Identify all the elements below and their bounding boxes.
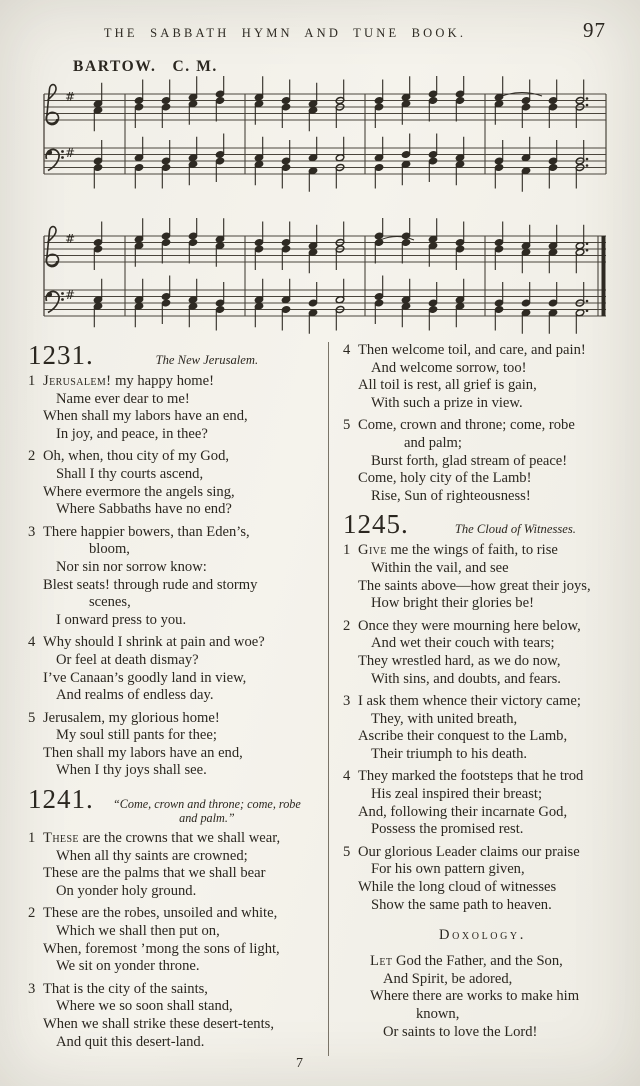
- verse-line: In joy, and peace, in thee?: [56, 425, 208, 442]
- verse-line: Where Sabbaths have no end?: [56, 501, 232, 518]
- verse-line: Burst forth, glad stream of peace!: [371, 452, 568, 469]
- verse-line: Nor sin nor sorrow know:: [56, 558, 207, 575]
- verse-line: They marked the footsteps that he trod: [358, 768, 584, 785]
- page-number: 97: [583, 18, 606, 42]
- verse-line: They, with united breath,: [371, 710, 518, 727]
- signature-mark: 7: [296, 1056, 303, 1071]
- verse-line: Within the vail, and see: [371, 559, 509, 576]
- hymn-title: The New Jerusalem.: [155, 353, 259, 367]
- verse-line: Or saints to love the Lord!: [383, 1023, 538, 1040]
- verse-line: [358, 542, 622, 560]
- verse-line: When we shall strike these desert-tents,: [43, 1016, 274, 1032]
- verse-line: Name ever dear to me!: [56, 390, 190, 407]
- hymn-number: 1241.: [28, 784, 94, 815]
- verse-line: All toil is rest, all grief is gain,: [358, 377, 537, 394]
- verse-line: When I thy joys shall see.: [56, 762, 207, 779]
- verse-line: bloom,: [89, 541, 130, 558]
- verse-line: Where evermore the angels sing,: [43, 483, 235, 500]
- verse-line: When shall my labors have an end,: [43, 408, 248, 425]
- verse-number: 5: [343, 417, 351, 434]
- verse-line: There happier bowers, than Eden’s,: [43, 523, 250, 540]
- verse-number: 2: [28, 448, 36, 465]
- verse-line: On yonder holy ground.: [56, 882, 197, 899]
- verse: [28, 448, 320, 518]
- verse-line: And realms of endless day.: [56, 687, 214, 704]
- verse-line: His zeal inspired their breast;: [371, 786, 543, 803]
- verse: [343, 342, 622, 412]
- verse-number: 4: [343, 768, 351, 785]
- verse-line: Jerusalem, my glorious home!: [43, 709, 220, 726]
- verse: [28, 634, 320, 704]
- verse-line: Our glorious Leader claims our praise: [358, 843, 580, 860]
- verse-line: These are the robes, unsoiled and white,: [43, 905, 278, 922]
- verse-line: With such a prize in view.: [371, 394, 523, 411]
- verse-line: I ask them whence their victory came;: [358, 693, 581, 710]
- verse-line: Why should I shrink at pain and woe?: [43, 634, 265, 651]
- verse-line: Then welcome toil, and care, and pain!: [358, 342, 586, 358]
- verse-number: 5: [28, 709, 36, 726]
- doxology-heading: Doxology.: [439, 927, 526, 944]
- verse-line: Rise, Sun of righteousness!: [371, 487, 531, 504]
- verse: [343, 953, 622, 1041]
- verse-line-rest: God the Father, and the Son,: [392, 953, 563, 970]
- verse-line: With sins, and doubts, and fears.: [371, 670, 561, 687]
- verse-line: I onward press to you.: [56, 611, 187, 628]
- treble-clef-icon: [46, 227, 58, 267]
- column-right: [328, 342, 622, 1056]
- verse-number: 4: [343, 342, 351, 358]
- sharp-sign: #: [65, 90, 76, 104]
- verse-number: 2: [28, 905, 36, 922]
- verse-lead-word: Give: [358, 542, 387, 559]
- running-head: THE SABBATH HYMN AND TUNE BOOK.: [103, 26, 467, 40]
- verse-line: Then shall my labors have an end,: [43, 744, 243, 761]
- verse-line: scenes,: [89, 594, 131, 611]
- verse-line: While the long cloud of witnesses: [358, 879, 557, 896]
- verse-line: Come, crown and throne; come, robe: [358, 417, 575, 434]
- verse-line: Once they were mourning here below,: [358, 617, 581, 634]
- verse: [28, 981, 320, 1051]
- verse: [28, 830, 320, 900]
- verse-line: My soul still pants for thee;: [56, 727, 217, 744]
- verse-line: Possess the promised rest.: [371, 821, 524, 838]
- verse-number: 1: [343, 542, 351, 559]
- verse-line: Their triumph to his death.: [371, 745, 528, 762]
- hymn-text-area: [28, 342, 622, 1056]
- verse-line: We sit on yonder throne.: [56, 958, 200, 975]
- sharp-sign: #: [65, 146, 76, 160]
- column-left: [28, 342, 328, 1056]
- verse-line: I’ve Canaan’s goodly land in view,: [43, 669, 247, 686]
- verse-line: The saints above—how great their joys,: [358, 577, 591, 594]
- music-system-1: [30, 76, 614, 202]
- verse-line: and palm;: [404, 434, 462, 451]
- verse-line: And Spirit, be adored,: [383, 970, 513, 987]
- tune-title-line: [73, 58, 218, 76]
- verse-line: Or feel at death dismay?: [56, 651, 199, 668]
- verse-line: How bright their glories be!: [371, 595, 534, 612]
- hymn-title: “Come, crown and throne; come, robe and palm.”: [112, 797, 301, 826]
- hymn-title: The Cloud of Witnesses.: [454, 522, 576, 537]
- verse-line: And welcome sorrow, too!: [371, 359, 527, 376]
- verse-line: [43, 830, 320, 848]
- verse-line: They wrestled hard, as we do now,: [358, 652, 561, 669]
- verse-line-rest: me the wings of faith, to rise: [386, 542, 558, 559]
- verse-number: 1: [28, 830, 36, 847]
- verse-line: Blest seats! through rude and stormy: [43, 576, 258, 593]
- verse-line: known,: [416, 1006, 460, 1022]
- tune-name: BARTOW.: [73, 58, 157, 75]
- hymn-number: 1231.: [28, 340, 94, 370]
- verse-number: 4: [28, 634, 36, 651]
- verse-number: 3: [28, 980, 36, 997]
- verse-line: Oh, when, thou city of my God,: [43, 448, 230, 465]
- verse: [343, 768, 622, 838]
- verse-line: And wet their couch with tears;: [371, 635, 555, 652]
- hymn-heading: [28, 342, 320, 368]
- verse-number: 3: [28, 523, 36, 540]
- verse-line: Where there are works to make him: [370, 988, 580, 1005]
- sharp-sign: #: [65, 288, 76, 302]
- verse-number: 1: [28, 373, 36, 389]
- verse-number: 2: [343, 617, 351, 634]
- tune-meter: C. M.: [172, 58, 218, 75]
- verse-number: 5: [343, 843, 351, 860]
- verse: [28, 905, 320, 975]
- verse: [343, 618, 622, 688]
- sharp-sign: #: [65, 232, 76, 246]
- verse: [28, 373, 320, 443]
- verse-line: And quit this desert-land.: [56, 1033, 205, 1050]
- verse-line-rest: are the crowns that we shall wear,: [78, 830, 281, 847]
- verse-line: Which we shall then put on,: [56, 923, 220, 940]
- hymn-heading: [343, 509, 622, 540]
- verse-line-rest: my happy home!: [111, 373, 214, 389]
- treble-clef-icon: [46, 85, 58, 125]
- verse: [343, 693, 622, 763]
- verse: [343, 844, 622, 914]
- verse-line: Come, holy city of the Lamb!: [358, 470, 532, 487]
- verse-line: When, foremost ’mong the sons of light,: [43, 940, 280, 957]
- verse-line: For his own pattern given,: [371, 861, 525, 878]
- verse-lead-word: Let: [370, 953, 393, 970]
- hymn-heading: [28, 786, 320, 825]
- music-system-2: [30, 218, 614, 344]
- verse-line: Show the same path to heaven.: [371, 896, 552, 913]
- verse-line: Ascribe their conquest to the Lamb,: [358, 728, 568, 745]
- verse-line: These are the palms that we shall bear: [43, 865, 266, 882]
- hymn-number: 1245.: [343, 509, 409, 540]
- verse: [343, 542, 622, 612]
- verse-line: [370, 953, 622, 971]
- verse: [28, 524, 320, 630]
- verse-line: When all thy saints are crowned;: [56, 847, 248, 864]
- verse: [343, 417, 622, 505]
- verse-line: Shall I thy courts ascend,: [56, 465, 204, 482]
- staff-lines: [44, 94, 606, 174]
- verse-lead-word: Jerusalem!: [43, 373, 112, 389]
- verse-line: And, following their incarnate God,: [358, 803, 568, 820]
- verse-line: [43, 373, 320, 391]
- verse: [28, 710, 320, 780]
- verse-lead-word: These: [43, 830, 79, 847]
- verse-line: Where we so soon shall stand,: [56, 998, 233, 1015]
- verse-number: 3: [343, 693, 351, 710]
- verse-line: That is the city of the saints,: [43, 980, 208, 997]
